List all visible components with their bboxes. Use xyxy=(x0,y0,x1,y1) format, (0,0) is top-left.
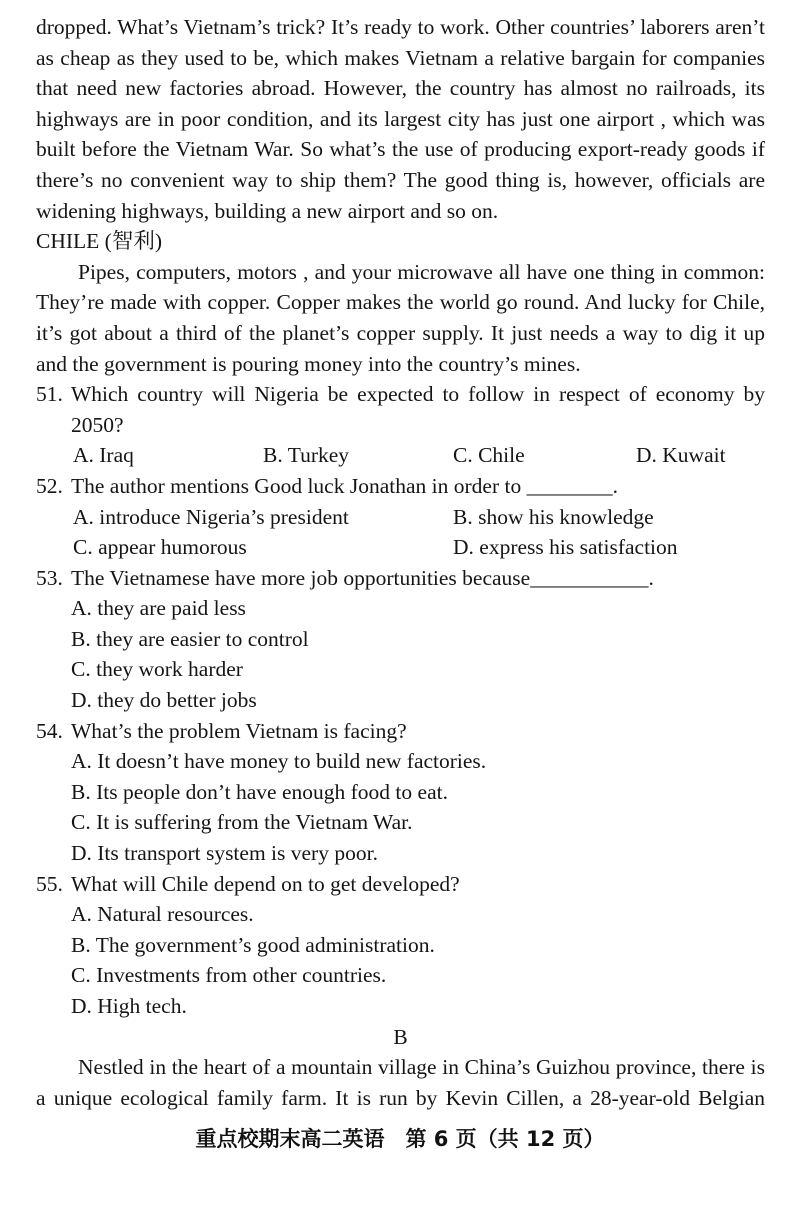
option-c: C. they work harder xyxy=(71,657,243,682)
passage-chile xyxy=(36,257,765,379)
option-b: B. The government’s good administration. xyxy=(71,932,435,957)
q52-options-row-1 xyxy=(36,502,765,533)
passage-line: Nestled in the heart of a mountain village in China’s Guizhou province, there is xyxy=(78,1055,765,1080)
option-c: C. It is suffering from the Vietnam War. xyxy=(71,810,413,835)
option-a: A. Iraq xyxy=(73,443,134,468)
question-55 xyxy=(36,869,765,1022)
passage-b xyxy=(36,1052,765,1113)
passage-vietnam xyxy=(36,12,765,226)
option-d: D. High tech. xyxy=(71,994,187,1018)
passage-line: there’s no convenient way to ship them? The good thing is, however, officials are xyxy=(36,167,765,192)
passage-line: it’s got about a third of the planet’s copper supply. It just needs a way to dig it up xyxy=(36,320,765,345)
question-51 xyxy=(36,379,765,471)
question-number: 52. xyxy=(36,473,63,498)
option-a: A. they are paid less xyxy=(71,596,246,621)
option-a: A. It doesn’t have money to build new factories. xyxy=(71,749,487,774)
passage-line: highways are in poor condition, and its largest city has just one airport , which was xyxy=(36,106,765,131)
option-d: D. they do better jobs xyxy=(71,688,257,713)
question-stem: The author mentions Good luck Jonathan in order to ________. xyxy=(71,473,618,498)
page-footer: 重点校期末高二英语 第 6 页（共 12 页） xyxy=(195,1127,605,1152)
q52-options-row-2 xyxy=(36,532,765,563)
passage-line: dropped. What’s Vietnam’s trick? It’s ready to work. Other countries’ laborers aren’t xyxy=(36,15,765,39)
passage-line: a unique ecological family farm. It is run by Kevin Cillen, a 28-year-old Belgian xyxy=(36,1085,765,1110)
option-b: B. Its people don’t have enough food to eat. xyxy=(71,779,448,804)
question-stem: Which country will Nigeria be expected to follow in respect of economy by xyxy=(71,382,765,407)
question-stem: What’s the problem Vietnam is facing? xyxy=(71,718,407,743)
passage-line: and the government is pouring money into the country’s mines. xyxy=(36,351,581,376)
option-c: C. Investments from other countries. xyxy=(71,963,387,988)
question-number: 53. xyxy=(36,565,63,590)
question-53 xyxy=(36,563,765,716)
passage-line: Pipes, computers, motors , and your microwave all have one thing in common: xyxy=(78,259,765,284)
question-number: 51. xyxy=(36,382,63,407)
option-c: C. appear humorous xyxy=(73,535,247,560)
option-a: A. introduce Nigeria’s president xyxy=(73,504,349,529)
chile-heading: CHILE (智利) xyxy=(36,229,162,254)
passage-line: as cheap as they used to be, which makes Vietnam a relative bargain for companies xyxy=(36,45,765,70)
passage-line: widening highways, building a new airport and so on. xyxy=(36,198,499,223)
option-a: A. Natural resources. xyxy=(71,902,254,927)
option-b: B. show his knowledge xyxy=(453,504,654,529)
option-d: D. Kuwait xyxy=(636,443,726,468)
passage-line: They’re made with copper. Copper makes the world go round. And lucky for Chile, xyxy=(36,290,765,315)
question-stem: The Vietnamese have more job opportunities because___________. xyxy=(71,565,654,590)
question-52 xyxy=(36,471,765,563)
q51-options-row xyxy=(36,440,765,471)
section-b-heading: B xyxy=(393,1024,408,1049)
question-number: 54. xyxy=(36,718,63,743)
option-b: B. they are easier to control xyxy=(71,626,309,651)
option-c: C. Chile xyxy=(453,443,525,468)
option-d: D. express his satisfaction xyxy=(453,535,678,560)
option-b: B. Turkey xyxy=(263,443,350,468)
question-stem-continuation: 2050? xyxy=(71,412,124,437)
question-stem: What will Chile depend on to get developed? xyxy=(71,871,460,896)
question-54 xyxy=(36,716,765,869)
question-number: 55. xyxy=(36,871,63,896)
passage-line: that need new factories abroad. However, the country has almost no railroads, its xyxy=(36,76,765,101)
passage-line: built before the Vietnam War. So what’s the use of producing export-ready goods if xyxy=(36,137,765,162)
option-d: D. Its transport system is very poor. xyxy=(71,841,378,866)
